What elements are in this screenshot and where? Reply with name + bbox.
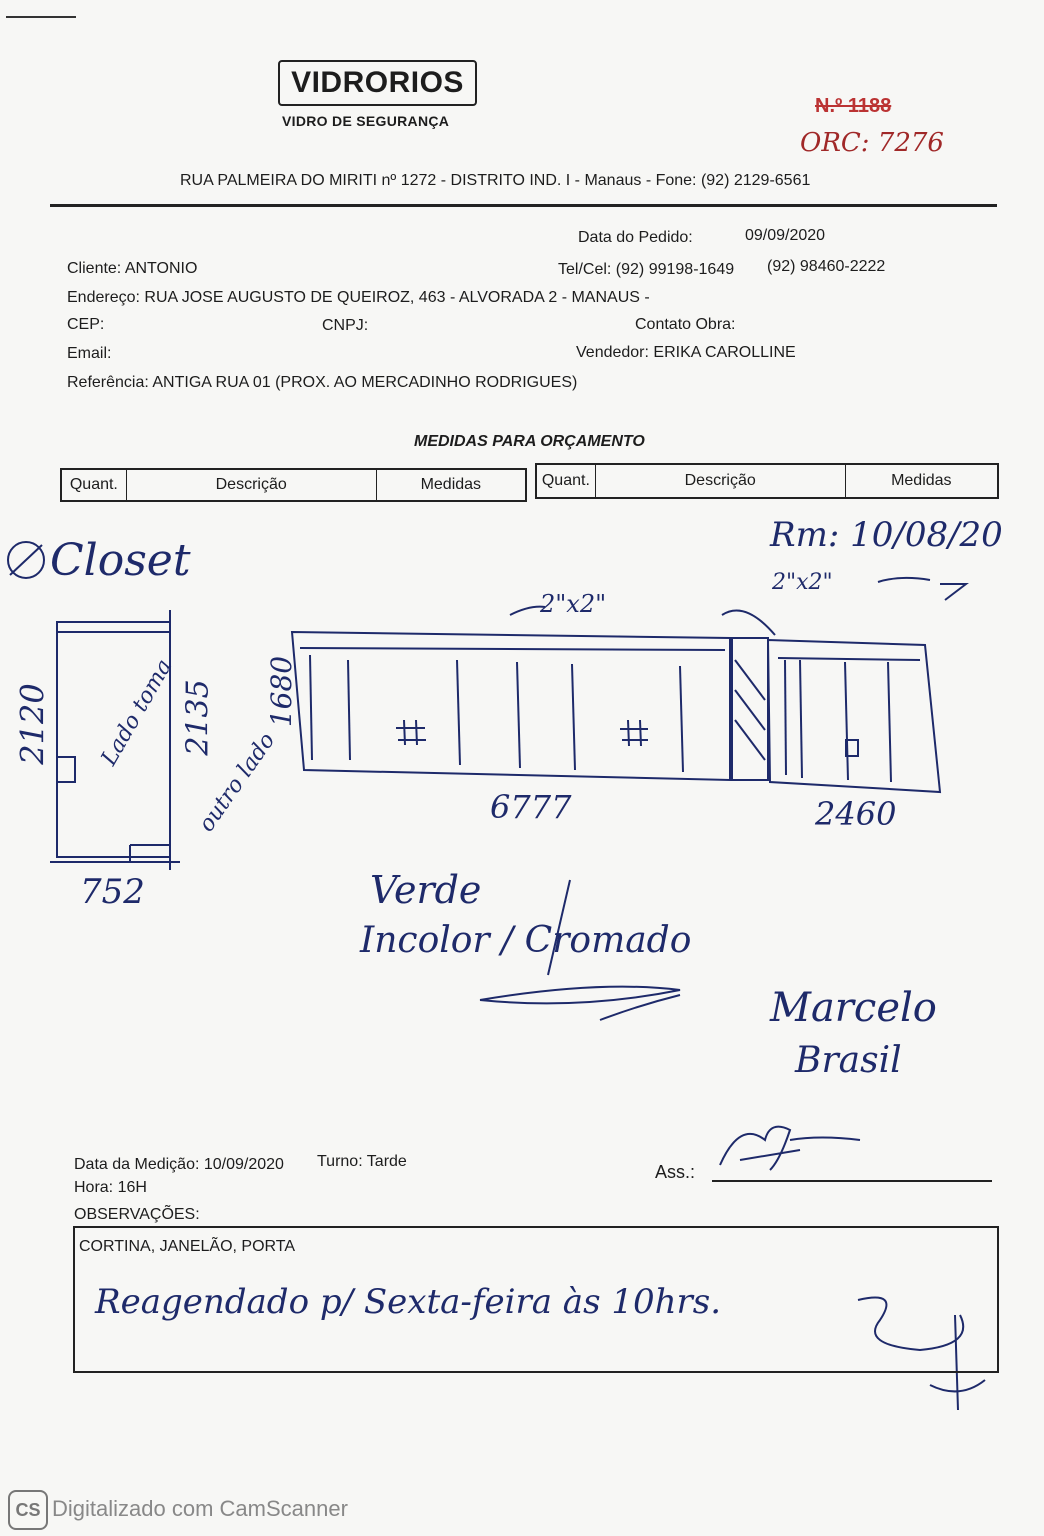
order-date: 09/09/2020 (745, 227, 826, 244)
section-title: MEDIDAS PARA ORÇAMENTO (414, 433, 645, 450)
measurement-time: Hora: 16H (74, 1179, 147, 1196)
company-logo: VIDRORIOS (278, 60, 477, 106)
signature-line (712, 1180, 992, 1182)
seller-field: Vendedor: ERIKA CAROLLINE (576, 344, 796, 361)
measurement-date: Data da Medição: 10/09/2020 (74, 1156, 284, 1173)
table-header-descricao: Descrição (127, 470, 377, 500)
cnpj-field: CNPJ: (322, 317, 369, 334)
measurer-name-first: Marcelo (770, 985, 937, 1031)
closet-other-side-note: outro lado (194, 728, 281, 837)
company-address: RUA PALMEIRA DO MIRITI nº 1272 - DISTRITO IND. I - Manaus - Fone: (92) 2129-6561 (180, 172, 811, 189)
client-phone-2: (92) 98460-2222 (767, 258, 886, 275)
remeasure-date: Rm: 10/08/20 (770, 515, 1003, 555)
camscanner-icon: CS (8, 1490, 48, 1530)
dimension-2x2-window: 2"x2" (540, 590, 607, 618)
order-date-label: Data do Pedido: (578, 229, 693, 246)
client-name: Cliente: ANTONIO (67, 260, 198, 277)
window-width-6777: 6777 (490, 788, 572, 826)
budget-number: ORC: 7276 (800, 128, 944, 158)
email-field: Email: (67, 345, 112, 362)
closet-side-note: Lado toma (96, 655, 178, 770)
table-header-quant: Quant. (537, 465, 596, 497)
site-contact-field: Contato Obra: (635, 316, 736, 333)
reschedule-note: Reagendado p/ Sexta-feira às 10hrs. (95, 1282, 721, 1322)
door-width-2460: 2460 (815, 795, 897, 833)
client-phone: Tel/Cel: (92) 99198-1649 (558, 261, 735, 278)
observations-label: OBSERVAÇÕES: (74, 1206, 200, 1223)
glass-finish: Incolor / Cromado (360, 920, 692, 961)
camscanner-watermark: Digitalizado com CamScanner (52, 1496, 348, 1521)
table-header-medidas: Medidas (891, 472, 952, 489)
observations-text: CORTINA, JANELÃO, PORTA (79, 1238, 296, 1255)
measurer-name-last: Brasil (795, 1040, 902, 1081)
closet-label: Closet (50, 535, 191, 586)
window-height-1680: 1680 (265, 655, 299, 728)
cep-field: CEP: (67, 316, 105, 333)
closet-height-2120: 2120 (13, 683, 52, 765)
client-address: Endereço: RUA JOSE AUGUSTO DE QUEIROZ, 463 - ALVORADA 2 - MANAUS - (67, 289, 650, 306)
order-number: N.º 1188 (815, 95, 892, 117)
reference-field: Referência: ANTIGA RUA 01 (PROX. AO MERCADINHO RODRIGUES) (67, 374, 578, 391)
window-outline (292, 632, 730, 780)
measurement-shift: Turno: Tarde (317, 1153, 407, 1170)
dimension-2x2-pillar: 2"x2" (772, 570, 833, 595)
signature-label: Ass.: (655, 1162, 696, 1182)
company-tagline: VIDRO DE SEGURANÇA (282, 113, 450, 129)
table-header-quant: Quant. (62, 470, 127, 500)
glass-color-verde: Verde (370, 868, 482, 912)
closet-height-2135: 2135 (180, 679, 216, 756)
table-header-medidas: Medidas (420, 476, 482, 493)
door-outline (768, 640, 940, 792)
table-header-descricao: Descrição (596, 465, 846, 497)
closet-width-752: 752 (80, 872, 145, 912)
